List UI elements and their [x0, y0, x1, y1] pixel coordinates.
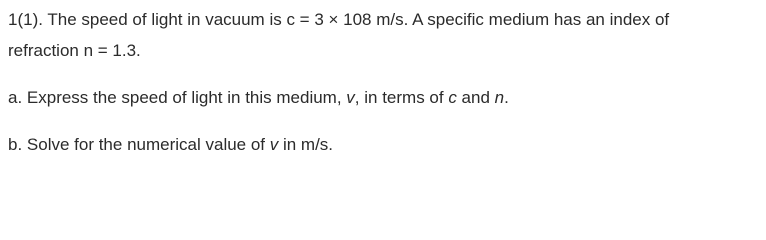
variable-v: v — [346, 88, 355, 107]
problem-statement-line-2: refraction n = 1.3. — [8, 41, 141, 60]
part-b-prefix: b. Solve for the numerical value of — [8, 135, 270, 154]
part-a-suffix: . — [504, 88, 509, 107]
part-a-question — [8, 87, 509, 109]
part-b-question — [8, 134, 333, 156]
part-a-prefix: a. Express the speed of light in this medium, — [8, 88, 347, 107]
problem-statement-line-1: 1(1). The speed of light in vacuum is c = 3 × 108 m/s. A specific medium has an index of — [8, 10, 670, 29]
variable-c: c — [448, 88, 457, 107]
part-a-middle: , in terms of — [354, 88, 449, 107]
part-b-suffix: in m/s. — [278, 135, 334, 154]
variable-v: v — [269, 135, 279, 154]
variable-n: n — [494, 88, 505, 107]
part-a-and: and — [456, 88, 495, 107]
